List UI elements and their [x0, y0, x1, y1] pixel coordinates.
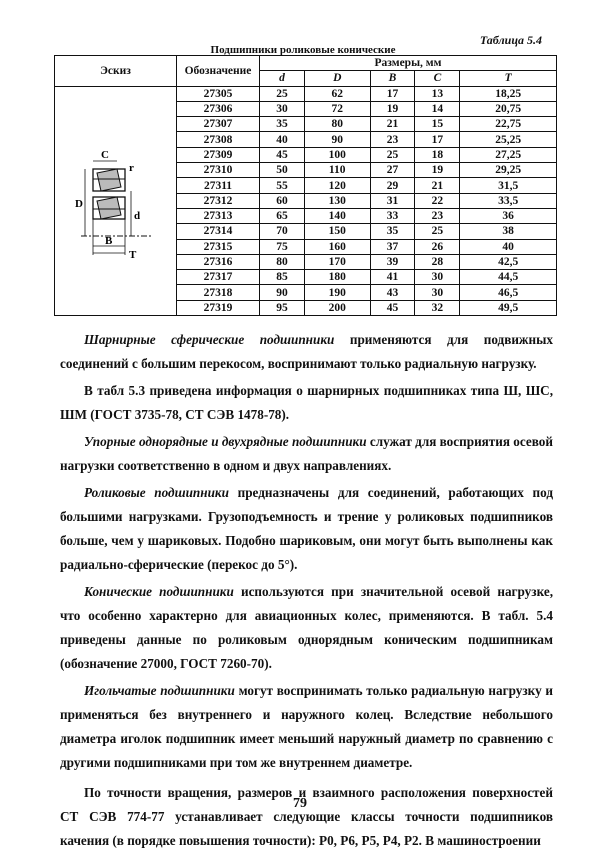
- paragraph-1-text: применяются для подвижных соединений с большим перекосом, воспринимают только радиальную нагрузку.: [60, 332, 553, 371]
- cell-D: 100: [304, 147, 370, 162]
- cell-D: 190: [304, 285, 370, 300]
- cell-designation: 27306: [177, 101, 260, 116]
- cell-designation: 27315: [177, 239, 260, 254]
- cell-D: 200: [304, 300, 370, 315]
- cell-T: 49,5: [460, 300, 557, 315]
- cell-B: 17: [370, 86, 415, 101]
- body-text: [60, 328, 553, 853]
- cell-D: 130: [304, 193, 370, 208]
- cell-B: 23: [370, 132, 415, 147]
- cell-T: 33,5: [460, 193, 557, 208]
- cell-T: 25,25: [460, 132, 557, 147]
- term-spherical: Шарнирные сферические подшипники: [84, 332, 335, 347]
- cell-C: 21: [415, 178, 460, 193]
- header-D: D: [304, 71, 370, 86]
- paragraph-6-text: могут воспринимать только радиальную нагрузку и применяться без внутреннего и наружного колец. Вследствие небольшого диаметра иголок подшипник имеет меньший наружный диаметр по сравнению с другими подшипниками при том же внутреннем диаметре.: [60, 683, 553, 770]
- cell-B: 43: [370, 285, 415, 300]
- cell-B: 29: [370, 178, 415, 193]
- cell-B: 25: [370, 147, 415, 162]
- cell-T: 20,75: [460, 101, 557, 116]
- cell-T: 46,5: [460, 285, 557, 300]
- cell-C: 32: [415, 300, 460, 315]
- cell-d: 25: [260, 86, 305, 101]
- page-number: 79: [293, 796, 307, 811]
- cell-D: 62: [304, 86, 370, 101]
- cell-T: 44,5: [460, 270, 557, 285]
- cell-designation: 27309: [177, 147, 260, 162]
- cell-T: 31,5: [460, 178, 557, 193]
- cell-C: 18: [415, 147, 460, 162]
- cell-d: 70: [260, 224, 305, 239]
- paragraph-6: [60, 679, 553, 775]
- cell-B: 27: [370, 163, 415, 178]
- cell-C: 14: [415, 101, 460, 116]
- cell-D: 72: [304, 101, 370, 116]
- sketch-label-D: D: [74, 197, 83, 210]
- cell-C: 25: [415, 224, 460, 239]
- cell-D: 90: [304, 132, 370, 147]
- cell-d: 65: [260, 208, 305, 223]
- header-designation: Обозначение: [177, 56, 260, 87]
- cell-B: 19: [370, 101, 415, 116]
- cell-designation: 27307: [177, 117, 260, 132]
- cell-B: 41: [370, 270, 415, 285]
- cell-C: 22: [415, 193, 460, 208]
- header-d: d: [260, 71, 305, 86]
- sketch-label-c: C: [100, 148, 109, 161]
- header-sketch: Эскиз: [55, 56, 177, 87]
- cell-d: 95: [260, 300, 305, 315]
- cell-designation: 27312: [177, 193, 260, 208]
- cell-T: 40: [460, 239, 557, 254]
- sketch-label-d: d: [133, 209, 140, 222]
- paragraph-2: В табл 5.3 приведена информация о шарнирных подшипниках типа Ш, ШС, ШМ (ГОСТ 3735-78, СТ СЭВ 1478-78).: [60, 383, 553, 422]
- cell-B: 39: [370, 254, 415, 269]
- cell-C: 26: [415, 239, 460, 254]
- term-roller: Роликовые подшипники: [84, 485, 229, 500]
- table-title: Подшипники роликовые конические: [210, 44, 396, 56]
- cell-C: 13: [415, 86, 460, 101]
- cell-d: 40: [260, 132, 305, 147]
- tapered-bearing-sketch: [71, 141, 161, 261]
- paragraph-4-text: предназначены для соединений, работающих под большими нагрузками. Грузоподъемность и трение у роликовых подшипников больше, чем у шариковых. Подобно шариковым, они могут быть выполнены как радиально-сферические (перекос до 5°).: [60, 485, 553, 572]
- cell-designation: 27318: [177, 285, 260, 300]
- cell-designation: 27319: [177, 300, 260, 315]
- sketch-label-r: r: [128, 161, 134, 174]
- cell-B: 45: [370, 300, 415, 315]
- cell-d: 85: [260, 270, 305, 285]
- cell-D: 140: [304, 208, 370, 223]
- cell-C: 15: [415, 117, 460, 132]
- cell-designation: 27308: [177, 132, 260, 147]
- cell-T: 36: [460, 208, 557, 223]
- table-body: [55, 86, 557, 315]
- cell-d: 50: [260, 163, 305, 178]
- cell-designation: 27310: [177, 163, 260, 178]
- cell-T: 29,25: [460, 163, 557, 178]
- cell-D: 160: [304, 239, 370, 254]
- cell-d: 35: [260, 117, 305, 132]
- sketch-cell: [55, 86, 177, 315]
- sketch-label-B: B: [104, 234, 112, 247]
- cell-D: 150: [304, 224, 370, 239]
- paragraph-5-text: используются при значительной осевой нагрузке, что особенно характерно для авиационных колес, применяются. В табл. 5.4 приведены данные по роликовым однорядным коническим подшипникам (обозначение 27000, ГОСТ 7260-70).: [60, 584, 553, 671]
- cell-designation: 27316: [177, 254, 260, 269]
- header-C: C: [415, 71, 460, 86]
- cell-T: 27,25: [460, 147, 557, 162]
- cell-B: 31: [370, 193, 415, 208]
- cell-D: 120: [304, 178, 370, 193]
- cell-C: 19: [415, 163, 460, 178]
- cell-D: 110: [304, 163, 370, 178]
- paragraph-4: [60, 481, 553, 577]
- term-thrust: Упорные однорядные и двухрядные подшипники: [84, 434, 367, 449]
- table-row: [55, 86, 557, 101]
- header-T: T: [460, 71, 557, 86]
- cell-d: 60: [260, 193, 305, 208]
- paragraph-3: [60, 430, 553, 478]
- sketch-label-T: T: [128, 248, 136, 261]
- cell-D: 170: [304, 254, 370, 269]
- cell-B: 35: [370, 224, 415, 239]
- term-conical: Конические подшипники: [84, 584, 234, 599]
- cell-d: 30: [260, 101, 305, 116]
- cell-T: 18,25: [460, 86, 557, 101]
- paragraph-7: По точности вращения, размеров и взаимного расположения поверхностей СТ СЭВ 774-77 устанавливает следующие классы точности подшипников качения (в порядке повышения точности): Р0, Р6, Р5, Р4, Р2. В машиностроении: [60, 785, 553, 848]
- cell-B: 33: [370, 208, 415, 223]
- cell-C: 23: [415, 208, 460, 223]
- cell-d: 45: [260, 147, 305, 162]
- cell-D: 80: [304, 117, 370, 132]
- table-label: Таблица 5.4: [479, 33, 542, 47]
- cell-C: 30: [415, 285, 460, 300]
- cell-D: 180: [304, 270, 370, 285]
- cell-B: 21: [370, 117, 415, 132]
- header-B: B: [370, 71, 415, 86]
- cell-C: 17: [415, 132, 460, 147]
- cell-B: 37: [370, 239, 415, 254]
- bearings-table: [54, 55, 557, 316]
- term-needle: Игольчатые подшипники: [84, 683, 235, 698]
- paragraph-1: [60, 328, 553, 376]
- paragraph-5: [60, 580, 553, 676]
- paragraph-3-text: служат для восприятия осевой нагрузки соответственно в одном и двух направлениях.: [60, 434, 553, 473]
- cell-d: 75: [260, 239, 305, 254]
- cell-designation: 27311: [177, 178, 260, 193]
- cell-T: 42,5: [460, 254, 557, 269]
- cell-designation: 27317: [177, 270, 260, 285]
- cell-designation: 27313: [177, 208, 260, 223]
- header-sizes: Размеры, мм: [260, 56, 557, 71]
- cell-C: 28: [415, 254, 460, 269]
- cell-T: 22,75: [460, 117, 557, 132]
- cell-designation: 27314: [177, 224, 260, 239]
- cell-T: 38: [460, 224, 557, 239]
- cell-d: 90: [260, 285, 305, 300]
- cell-d: 55: [260, 178, 305, 193]
- cell-d: 80: [260, 254, 305, 269]
- cell-C: 30: [415, 270, 460, 285]
- cell-designation: 27305: [177, 86, 260, 101]
